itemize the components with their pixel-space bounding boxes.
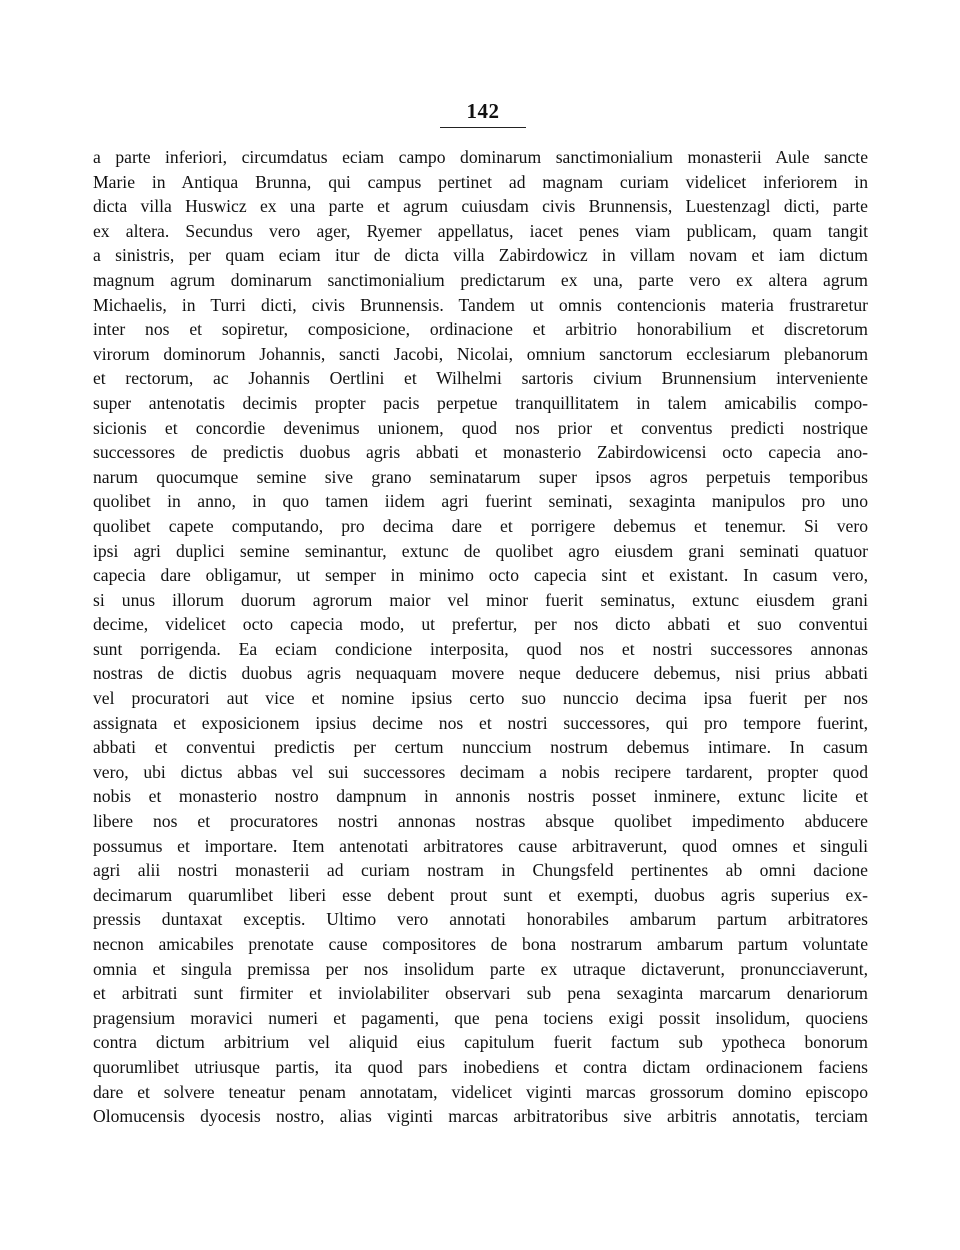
text-line: sicionis et concordie devenimus unionem, quod nos prior et conventus predicti nostrique bbox=[93, 417, 868, 438]
text-line: pressis duntaxat exceptis. Ultimo vero annotati honorabiles ambarum partum arbitratores bbox=[93, 909, 868, 930]
text-line: abbati et conventui predictis per certum nunccium nostrum debemus intimare. In casum bbox=[93, 737, 868, 758]
text-line: possumus et importare. Item antenotati arbitratores cause arbitraverunt, quod omnes et singuli bbox=[93, 835, 868, 856]
text-line: assignata et exposicionem ipsius decime nos et nostri successores, qui pro tempore fuerint, bbox=[93, 712, 868, 733]
text-line: vel procuratori aut vice et nomine ipsius certo suo nunccio decima ipsa fuerit per nos bbox=[93, 688, 868, 709]
text-line: Olomucensis dyocesis nostro, alias viginti marcas arbitratoribus sive arbitris annotatis, terciam bbox=[93, 1106, 868, 1127]
body-text bbox=[93, 145, 868, 1129]
text-line: dicta villa Huswicz ex una parte et agrum cuiusdam civis Brunnensis, Luestenzagl dicti, parte bbox=[93, 196, 868, 217]
text-line: sunt porrigenda. Ea eciam condicione interposita, quod nos et nostri successores annonas bbox=[93, 638, 868, 659]
text-line: quorumlibet utriusque partis, ita quod pars inobediens et contra dictam ordinacionem faciens bbox=[93, 1056, 868, 1077]
text-line: et arbitrati sunt firmiter et inviolabiliter observari sub pena sexaginta marcarum denariorum bbox=[93, 983, 868, 1004]
text-line: successores de predictis duobus agris abbati et monasterio Zabirdowicensi octo capecia ano- bbox=[93, 442, 868, 463]
text-line: agri alii nostri monasterii ad curiam nostram in Chungsfeld pertinentes ab omni dacione bbox=[93, 860, 868, 881]
text-line: si unus illorum duorum agrorum maior vel minor fuerit seminatus, extunc eiusdem grani bbox=[93, 589, 868, 610]
text-line: virorum dominorum Johannis, sancti Jacobi, Nicolai, omnium sanctorum ecclesiarum plebanorum bbox=[93, 343, 868, 364]
text-line: nobis et monasterio nostro dampnum in annonis nostris posset inminere, extunc licite et bbox=[93, 786, 868, 807]
text-line: et rectorum, ac Johannis Oertlini et Wilhelmi sartoris civium Brunnensium interveniente bbox=[93, 368, 868, 389]
text-line: libere nos et procuratores nostri annonas nostras absque quolibet impedimento abducere bbox=[93, 811, 868, 832]
page-number-rule bbox=[440, 127, 526, 128]
text-line: super antenotatis decimis propter pacis perpetue tranquillitatem in talem amicabilis compo- bbox=[93, 392, 868, 413]
text-line: a parte inferiori, circumdatus eciam campo dominarum sanctimonialium monasterii Aule sancte bbox=[93, 147, 868, 167]
text-line: vero, ubi dictus abbas vel sui successores decimam a nobis recipere tardarent, propter quod bbox=[93, 761, 868, 782]
text-line: quolibet capete computando, pro decima dare et porrigere debemus et tenemur. Si vero bbox=[93, 515, 868, 536]
page-number: 142 bbox=[466, 99, 500, 123]
text-line: a sinistris, per quam eciam itur de dicta villa Zabirdowicz in villam novam et iam dictum bbox=[93, 245, 868, 266]
text-line: decimarum quarumlibet liberi esse debent prout sunt et exempti, duobus agris superius ex- bbox=[93, 884, 868, 905]
text-line: Marie in Antiqua Brunna, qui campus pertinet ad magnam curiam videlicet inferiorem in bbox=[93, 171, 868, 192]
text-line: necnon amicabiles prenotate cause compositores de bona nostrarum ambarum partum voluntate bbox=[93, 934, 868, 954]
text-line: Michaelis, in Turri dicti, civis Brunnensis. Tandem ut omnis contencionis materia frustraretur bbox=[93, 294, 868, 315]
text-line: narum quocumque semine sive grano seminatarum super ipsos agros perpetuis temporibus bbox=[93, 466, 868, 487]
text-line: ipsi agri duplici semine seminantur, extunc de quolibet agro eiusdem grani seminati quatuor bbox=[93, 540, 868, 561]
text-line: decime, videlicet octo capecia modo, ut prefertur, per nos dicto abbati et suo conventui bbox=[93, 614, 868, 635]
text-line: omnia et singula premissa per nos insolidum parte ex utraque dictaverunt, pronuncciaverunt, bbox=[93, 958, 868, 979]
text-line: quolibet in anno, in quo tamen iidem agri fuerint seminati, sexaginta manipulos pro uno bbox=[93, 491, 868, 512]
text-line: nostras de dictis duobus agris nequaquam movere neque deducere debemus, nisi prius abbati bbox=[93, 663, 868, 684]
text-line: ex altera. Secundus vero ager, Ryemer appellatus, iacet penes viam publicam, quam tangit bbox=[93, 220, 868, 241]
text-line: capecia dare obligamur, ut semper in minimo octo capecia sint et existant. In casum vero, bbox=[93, 565, 868, 586]
text-line: pragensium moravici numeri et pagamenti, que pena tociens exigi possit insolidum, quociens bbox=[93, 1007, 868, 1028]
text-line: dare et solvere teneatur penam annotatam, videlicet viginti marcas grossorum domino episcopo bbox=[93, 1081, 868, 1102]
text-line: inter nos et sopiretur, composicione, ordinacione et arbitrio honorabilium et discretorum bbox=[93, 319, 868, 340]
text-line: magnum agrum dominarum sanctimonialium predictarum ex una, parte vero ex altera agrum bbox=[93, 269, 868, 290]
text-line: contra dictum arbitrium vel aliquid eius capitulum fuerit factum sub ypotheca bonorum bbox=[93, 1032, 868, 1053]
